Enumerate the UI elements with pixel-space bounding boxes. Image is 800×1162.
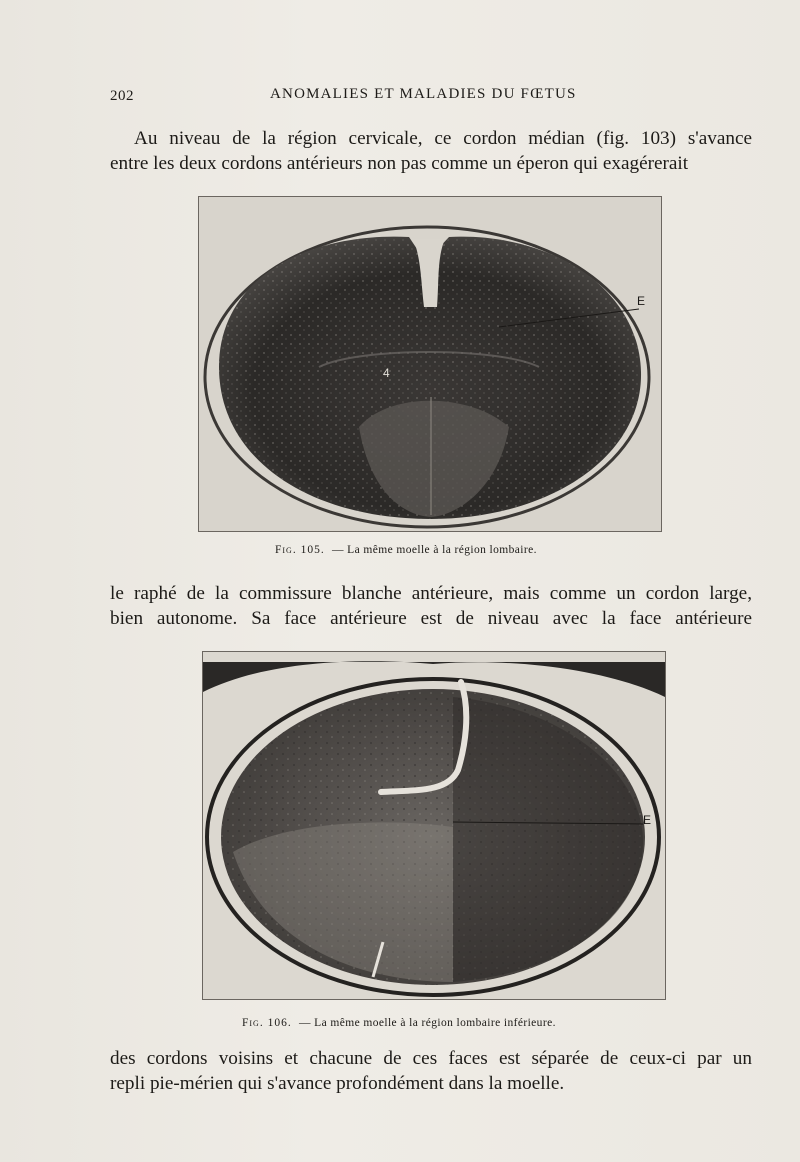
paragraph-line: entre les deux cordons antérieurs non pas comme un éperon qui exagérerait — [110, 153, 689, 174]
paragraph-line: Au niveau de la région cervicale, ce cordon médian (fig. 103) s'avance — [134, 128, 752, 149]
figure-106-image — [202, 651, 666, 1000]
figure-label: Fig. 106. — [242, 1017, 292, 1029]
spinal-cord-section-lumbar — [199, 197, 661, 531]
paragraph-1 — [110, 126, 752, 176]
paragraph-2 — [110, 581, 752, 631]
figure-caption-text: — La même moelle à la région lombaire. — [332, 544, 537, 556]
page-number: 202 — [110, 88, 134, 104]
figure-caption-text: — La même moelle à la région lombaire inférieure. — [299, 1017, 556, 1029]
paragraph-line: des cordons voisins et chacune de ces faces est séparée de ceux-ci par un — [110, 1048, 752, 1069]
spinal-cord-section-lower-lumbar — [203, 652, 665, 999]
figure-marker-number: 4 — [383, 366, 390, 380]
paragraph-line: le raphé de la commissure blanche antérieure, mais comme un cordon large, — [110, 583, 752, 604]
paragraph-line: bien autonome. Sa face antérieure est de niveau avec la face antérieure — [110, 608, 752, 629]
figure-105-caption — [275, 544, 537, 556]
figure-label: Fig. 105. — [275, 544, 325, 556]
figure-marker-e: E — [637, 294, 646, 308]
page-header — [110, 86, 750, 108]
figure-106-caption — [242, 1017, 556, 1029]
figure-105-image — [198, 196, 662, 532]
running-title: ANOMALIES ET MALADIES DU FŒTUS — [270, 86, 577, 102]
figure-marker-e: E — [643, 813, 652, 827]
paragraph-3 — [110, 1046, 752, 1096]
paragraph-line: repli pie-mérien qui s'avance profondément dans la moelle. — [110, 1073, 565, 1094]
